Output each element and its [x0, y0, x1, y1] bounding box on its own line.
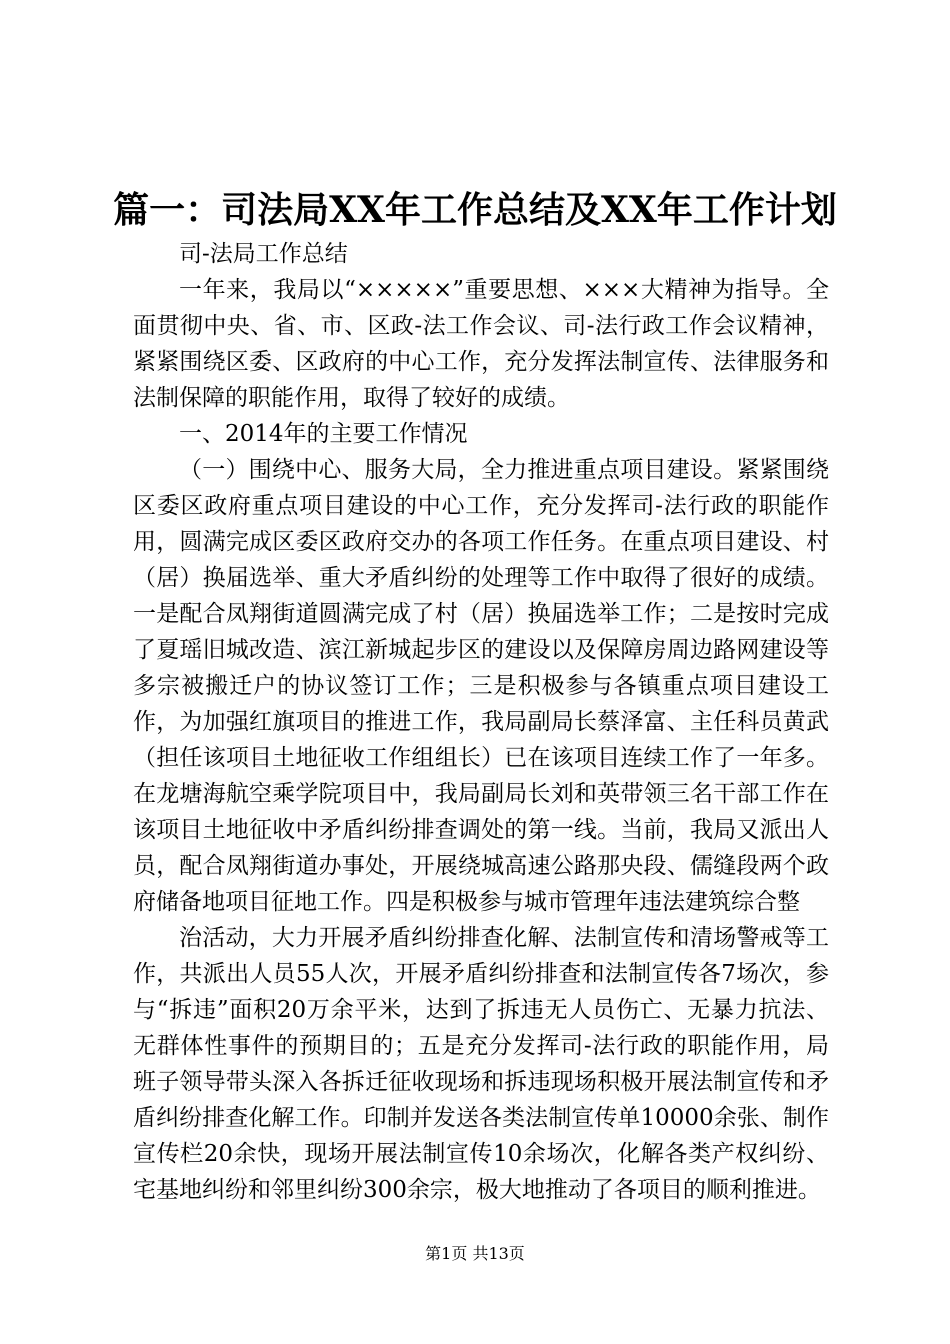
document-body [133, 236, 829, 1208]
document-title: 篇一：司法局XX年工作总结及XX年工作计划 [113, 189, 837, 231]
section-heading: 一、2014年的主要工作情况 [179, 421, 468, 447]
paragraph-section-1: （一）围绕中心、服务大局，全力推进重点项目建设。紧紧围绕区委区政府重点项目建设的中心工作，充分发挥司-法行政的职能作用，圆满完成区委区政府交办的各项工作任务。在重点项目建设、村（居）换届选举、重大矛盾纠纷的处理等工作中取得了很好的成绩。一是配合凤翔街道圆满完成了村（居）换届选举工作；二是按时完成了夏瑶旧城改造、滨江新城起步区的建设以及保障房周边路网建设等多宗被搬迁户的协议签订工作；三是积极参与各镇重点项目建设工作，为加强红旗项目的推进工作，我局副局长蔡泽富、主任科员黄武（担任该项目土地征收工作组组长）已在该项目连续工作了一年多。在龙塘海航空乘学院项目中，我局副局长刘和英带领三名干部工作在该项目土地征收中矛盾纠纷排查调处的第一线。当前，我局又派出人员，配合凤翔街道办事处，开展绕城高速公路那央段、儒缝段两个政府储备地项目征地工作。四是积极参与城市管理年违法建筑综合整 [133, 457, 829, 915]
paragraph-intro: 一年来，我局以“×××××”重要思想、×××大精神为指导。全面贯彻中央、省、市、区政-法工作会议、司-法行政工作会议精神，紧紧围绕区委、区政府的中心工作，充分发挥法制宣传、法律服务和法制保障的职能作用，取得了较好的成绩。 [133, 277, 829, 411]
paragraph-section-1-continued: 治活动，大力开展矛盾纠纷排查化解、法制宣传和清场警戒等工作，共派出人员55人次，开展矛盾纠纷排查和法制宣传各7场次，参与“拆违”面积20万余平米，达到了拆违无人员伤亡、无暴力抗法、无群体性事件的预期目的；五是充分发挥司-法行政的职能作用，局班子领导带头深入各拆迁征收现场和拆违现场积极开展法制宣传和矛盾纠纷排查化解工作。印制并发送各类法制宣传单10000余张、制作宣传栏20余快，现场开展法制宣传10余场次，化解各类产权纠纷、宅基地纠纷和邻里纠纷300余宗，极大地推动了各项目的顺利推进。 [133, 925, 829, 1203]
paragraph-subtitle: 司-法局工作总结 [179, 241, 348, 267]
page-number-footer: 第1页 共13页 [425, 1244, 525, 1263]
